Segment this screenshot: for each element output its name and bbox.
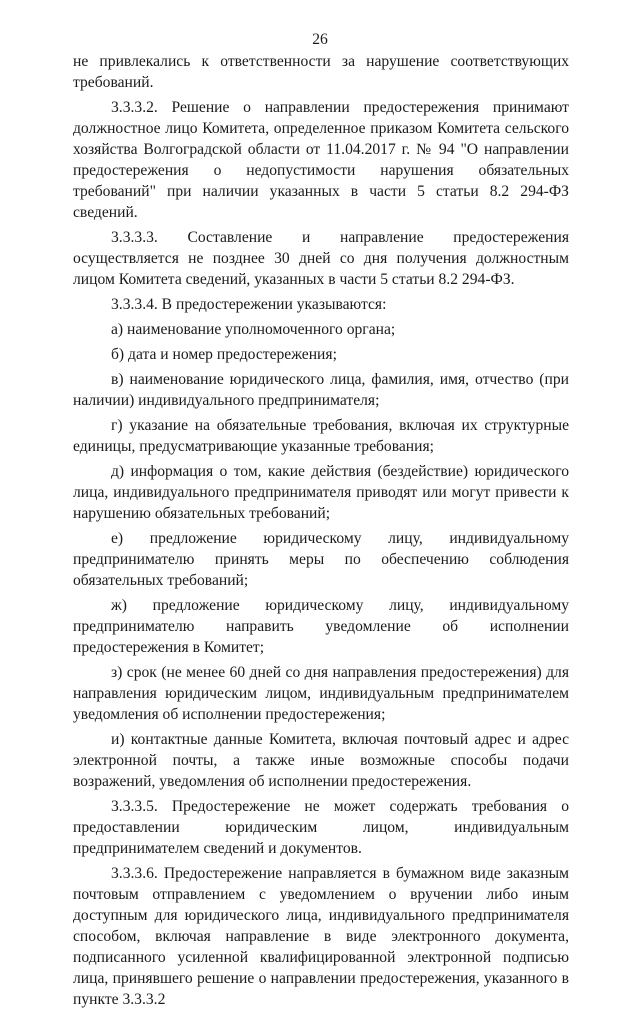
paragraph: 3.3.3.2. Решение о направлении предостережения принимают должностное лицо Комитета, определенное приказом Комитета сельского хозяйства Волгоградской области от 11.04.2017 г. № 94 "О направлении предостережения о недопустимости нарушения обязательных требований" при наличии указанных в части 5 статьи 8.2 294-ФЗ сведений. xyxy=(73,99,569,221)
paragraph: 3.3.3.6. Предостережение направляется в бумажном виде заказным почтовым отправлением с уведомлением о вручении либо иным доступным для юридического лица, индивидуального предпринимателя способом, включая направление в виде электронного документа, подписанного усиленной квалифицированной электронной подписью лица, принявшего решение о направлении предостережения, указанного в пункте 3.3.3.2 xyxy=(73,865,569,1008)
paragraph: 3.3.3.5. Предостережение не может содержать требования о предоставлении юридическим лицом, индивидуальным предпринимателем сведений и документов. xyxy=(73,798,569,857)
list-item: з) срок (не менее 60 дней со дня направления предостережения) для направления юридическим лицом, индивидуальным предпринимателем уведомления об исполнении предостережения; xyxy=(73,664,569,723)
list-item: в) наименование юридического лица, фамилия, имя, отчество (при наличии) индивидуального предпринимателя; xyxy=(73,371,569,409)
list-item: б) дата и номер предостережения; xyxy=(111,346,337,363)
list-item: д) информация о том, какие действия (бездействие) юридического лица, индивидуального предпринимателя приводят или могут привести к нарушению обязательных требований; xyxy=(73,463,569,522)
list-item: ж) предложение юридическому лицу, индивидуальному предпринимателю направить уведомление об исполнении предостережения в Комитет; xyxy=(73,597,569,656)
list-item: е) предложение юридическому лицу, индивидуальному предпринимателю принять меры по обеспечению соблюдения обязательных требований; xyxy=(73,530,569,589)
paragraph: 3.3.3.3. Составление и направление предостережения осуществляется не позднее 30 дней со дня получения должностным лицом Комитета сведений, указанных в части 5 статьи 8.2 294-ФЗ. xyxy=(73,229,569,288)
paragraph: не привлекались к ответственности за нарушение соответствующих требований. xyxy=(73,53,569,91)
page-number: 26 xyxy=(312,31,328,48)
paragraph: 3.3.3.4. В предостережении указываются: xyxy=(111,296,387,313)
list-item: и) контактные данные Комитета, включая почтовый адрес и адрес электронной почты, а также иные возможные способы подачи возражений, уведомления об исполнении предостережения. xyxy=(73,731,569,790)
list-item: г) указание на обязательные требования, включая их структурные единицы, предусматривающие указанные требования; xyxy=(73,417,569,455)
document-body xyxy=(73,51,569,1014)
list-item: а) наименование уполномоченного органа; xyxy=(111,321,396,338)
